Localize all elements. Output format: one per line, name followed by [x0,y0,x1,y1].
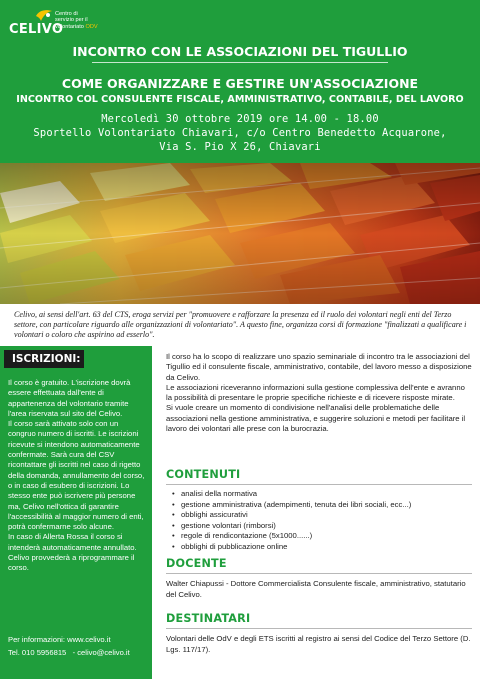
iscrizioni-label: ISCRIZIONI: [12,353,81,365]
event-date: Mercoledì 30 ottobre 2019 ore 14.00 - 18.00 [101,113,379,125]
iscrizioni-paragraph: Il corso è gratuito. L'iscrizione dovrà essere effettuata dall'ente di appartenenza del volontario tramite l'area riservata sul sito del Celivo. [8,378,131,418]
list-item: • gestione volontari (rimborsi) [172,521,472,532]
iscrizioni-paragraph: Il corso sarà attivato solo con un congruo numero di iscritti. Le iscrizioni ricevute si intendono automaticamente confermate. Sarà cura del CSV ricontattare gli iscritti nel caso di rigetto della domanda, annullamento del corso, o in caso di esubero di iscrizioni. Lo stesso ente può iscrivere più persone ma, Celivo nell'ottica di garantire l'accessibilità al maggior numero di enti, potrà confermarne solo alcune. [8,419,145,532]
docente-text: Walter Chiapussi - Dottore Commercialista Consulente fiscale, amministrativo, statutario del Celivo. [166,579,466,599]
colored-folders-image [0,163,480,304]
logo-subtitle-line [55,24,125,30]
destinatari-divider [166,628,472,629]
event-subheading: INCONTRO COL CONSULENTE FISCALE, AMMINISTRATIVO, CONTABILE, DEL LAVORO [16,94,464,105]
destinatari-text: Volontari delle OdV e degli ETS iscritti al registro ai sensi del Codice del Terzo Settore (D. Lgs. 117/17). [166,634,471,654]
description-paragraph: Le associazioni riceveranno informazioni sulla gestione complessiva dell'ente e avranno la possibilità di presentare le proprie specifiche richieste e di ricevere risposte mirate. [166,382,465,403]
list-item: • obblighi assicurativi [172,510,472,521]
description-paragraph: Il corso ha lo scopo di realizzare uno spazio seminariale di incontro tra le associazioni del Tigullio ed il consulente fiscale, amministrativo, contabile, del lavoro messo a disposizione da Celivo. [166,352,472,382]
header-banner [0,0,480,163]
logo-name: CELIVO [9,22,64,37]
list-item: • gestione amministrativa (adempimenti, tenuta dei libri sociali, ecc...) [172,500,472,511]
event-address: Via S. Pio X 26, Chiavari [159,141,321,153]
iscrizioni-tab [4,350,84,368]
header-divider [92,62,388,63]
list-item: • obblighi di pubblicazione online [172,542,472,553]
iscrizioni-body [8,378,146,574]
logo-subtitle [55,11,125,30]
info-link[interactable]: Per informazioni: www.celivo.it [8,635,111,644]
contenuti-heading: CONTENUTI [166,468,241,481]
logo-mark-icon [35,8,53,22]
logo-subtitle-line: servizio per il [55,17,88,24]
celivo-logo [7,6,127,38]
intro-text: Celivo, ai sensi dell'art. 63 del CTS, eroga servizi per "promuovere e rafforzare la presenza ed il ruolo dei volontari negli enti del Terzo settore, con particolare riguardo alle organizzazioni di volontariato". A questo fine, organizza corsi di formazione "finalizzati a qualificare i volontari o coloro che aspirino ad esserlo". [14,310,467,340]
list-item: • regole di rendicontazione (5x1000......) [172,531,472,542]
contenuti-list [172,489,472,552]
files-photo [0,163,480,304]
logo-subtitle-word: volontariato [55,23,84,30]
logo-subtitle-line: Centro di [55,11,78,17]
event-subtitle: COME ORGANIZZARE E GESTIRE UN'ASSOCIAZIONE [61,76,419,91]
email-link[interactable]: - celivo@celivo.it [72,647,130,657]
docente-divider [166,573,472,574]
phone-email [8,647,150,660]
event-place: Sportello Volontariato Chiavari, c/o Centro Benedetto Acquarone, [33,127,447,139]
contact-info [8,634,150,660]
phone-number: Tel. 010 5956815 [8,647,67,657]
event-title: INCONTRO CON LE ASSOCIAZIONI DEL TIGULLIO [72,44,408,59]
docente-heading: DOCENTE [166,557,227,570]
description-paragraph: Si vuole creare un momento di condivisione nell'analisi delle problematiche delle associazioni nella gestione amministrativa, e suggerire soluzioni e metodi per facilitare il lavoro dei volontari alle prese con la burocrazia. [166,403,466,434]
destinatari-heading: DESTINATARI [166,612,251,625]
course-description [166,352,472,434]
logo-odv: ODV [85,23,98,30]
iscrizioni-panel [0,346,152,679]
iscrizioni-paragraph: In caso di Allerta Rossa il corso si intenderà automaticamente annullato. Celivo provvederà a riprogrammare il corso. [8,532,137,573]
contenuti-divider [166,484,472,485]
list-item: • analisi della normativa [172,489,472,500]
